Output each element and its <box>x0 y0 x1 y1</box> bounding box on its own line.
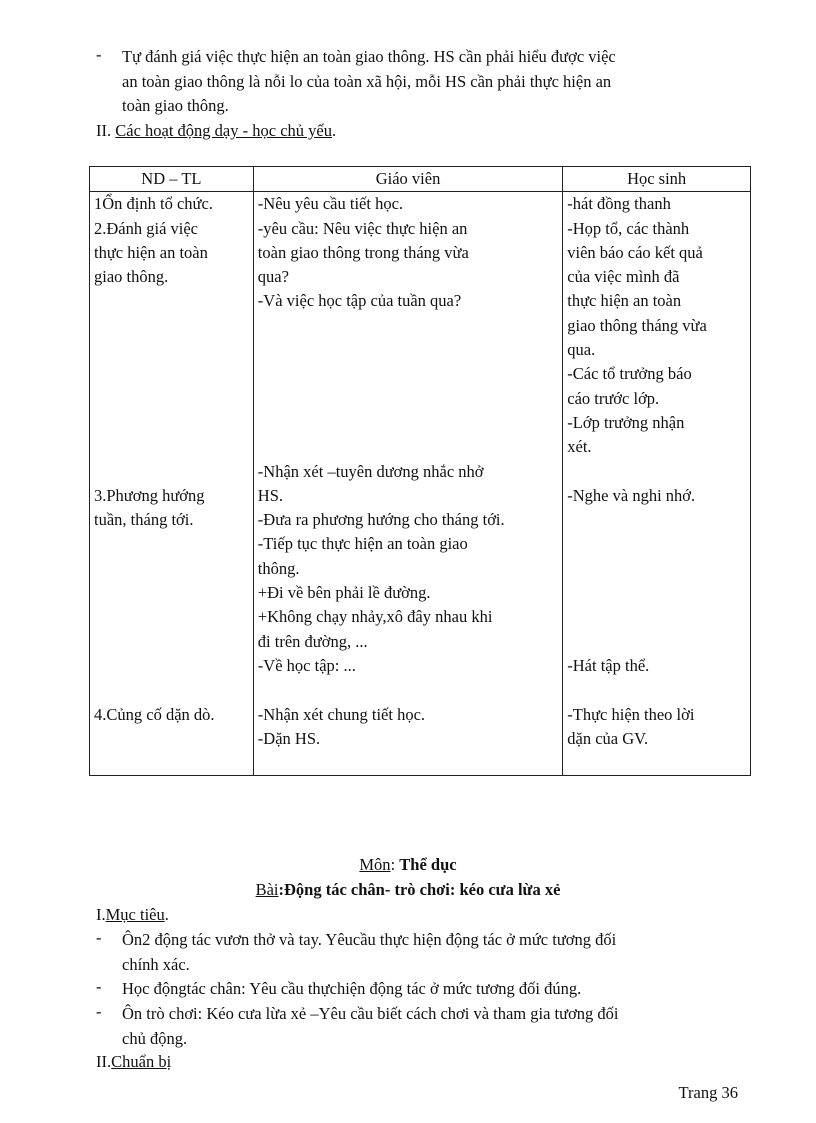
lesson-title <box>0 878 816 902</box>
cell-line: toàn giao thông trong tháng vừa <box>257 242 469 262</box>
cell-line <box>94 727 249 751</box>
cell-line: -Tiếp tục thực hiện an toàn giao <box>257 534 468 554</box>
cell-line <box>258 411 558 435</box>
intro-line-2: an toàn giao thông là nỗi lo của toàn xã hội, mỗi HS cần phải thực hiện an <box>122 71 612 91</box>
cell-line: -yêu cầu: Nêu việc thực hiện an <box>257 218 468 238</box>
goal-line: Học độngtác chân: Yêu cầu thựchiện động tác ở mức tương đối đúng. <box>122 979 582 998</box>
page-number: Trang 36 <box>678 1083 738 1102</box>
goal-bullet <box>96 977 746 1002</box>
subject-value: Thể dục <box>399 855 457 874</box>
cell-line: -Họp tổ, các thành <box>567 218 690 238</box>
cell-line: 1Ổn định tổ chức. <box>94 194 213 214</box>
cell-line <box>94 411 249 435</box>
cell-line <box>94 630 249 654</box>
subject-title <box>0 853 816 877</box>
cell-line: thông. <box>257 558 300 578</box>
lesson-value: :Động tác chân- trò chơi: kéo cưa lừa xẻ <box>278 880 561 899</box>
cell-line: qua. <box>567 340 596 360</box>
intro-bullet <box>96 45 746 119</box>
cell-line: viên báo cáo kết quả <box>567 242 703 262</box>
header-hoc-sinh: Học sinh <box>563 167 751 192</box>
cell-line <box>567 460 746 484</box>
cell-line <box>567 605 746 629</box>
cell-line <box>94 654 249 678</box>
cell-line: -Và việc học tập của tuần qua? <box>257 291 462 311</box>
cell-line <box>567 581 746 605</box>
cell-line: 2.Đánh giá việc <box>94 218 199 238</box>
cell-line <box>94 387 249 411</box>
cell-line <box>258 678 558 702</box>
cell-line: -Nghe và nghi nhớ. <box>567 485 696 505</box>
table-header-row <box>90 167 751 192</box>
section-suffix: . <box>164 905 169 924</box>
goal-line: chính xác. <box>122 954 190 974</box>
bullet-dash: - <box>96 928 102 947</box>
cell-line: -Đưa ra phương hướng cho tháng tới. <box>257 510 505 530</box>
header-nd-tl: ND – TL <box>90 167 254 192</box>
header-giao-vien: Giáo viên <box>253 167 562 192</box>
cell-line: thực hiện an toàn <box>567 291 682 311</box>
section-title: Mục tiêu <box>105 905 165 924</box>
cell-line <box>258 435 558 459</box>
cell-line: -Lớp trưởng nhận <box>567 412 685 432</box>
section-title: Các hoạt động dạy - học chủ yếu <box>115 121 332 140</box>
cell-line: tuần, tháng tới. <box>94 510 194 530</box>
bullet-dash: - <box>96 1002 102 1021</box>
cell-line: đi trên đường, ... <box>257 631 368 651</box>
goal-line: chủ động. <box>122 1028 188 1048</box>
cell-line: 3.Phương hướng <box>94 485 205 505</box>
cell-line <box>94 289 249 313</box>
cell-line: thực hiện an toàn <box>94 242 208 262</box>
cell-line: +Không chạy nhảy,xô đây nhau khi <box>257 607 493 627</box>
content-column <box>90 192 254 776</box>
section-title: Chuẩn bị <box>111 1052 172 1071</box>
cell-line: qua? <box>257 267 289 287</box>
goal-line: Ôn2 động tác vươn thở và tay. Yêucầu thực hiện động tác ở mức tương đối <box>122 930 617 949</box>
teacher-column <box>253 192 562 776</box>
cell-line: 4.Củng cố dặn dò. <box>94 704 215 724</box>
cell-line <box>567 532 746 556</box>
cell-line: -Nhận xét chung tiết học. <box>257 704 426 724</box>
cell-line: -Nhận xét –tuyên dương nhắc nhở <box>257 461 484 481</box>
cell-line <box>94 605 249 629</box>
cell-line <box>567 678 746 702</box>
section-prefix: II. <box>96 121 116 140</box>
cell-line: của việc mình đã <box>567 267 680 287</box>
cell-line: -hát đồng thanh <box>567 194 671 214</box>
section-heading-objectives <box>96 903 169 928</box>
section-suffix: . <box>331 121 337 140</box>
section-prefix: II. <box>96 1052 112 1071</box>
cell-line <box>567 508 746 532</box>
cell-line <box>258 338 558 362</box>
cell-line <box>258 314 558 338</box>
cell-line <box>94 532 249 556</box>
cell-line <box>94 362 249 386</box>
bullet-dash: - <box>96 45 102 64</box>
section-heading-preparation <box>96 1050 171 1075</box>
cell-line: -Dặn HS. <box>257 728 321 748</box>
bullet-dash: - <box>96 977 102 996</box>
cell-line <box>94 581 249 605</box>
goal-bullet <box>96 1002 746 1051</box>
cell-line <box>567 557 746 581</box>
subject-label: Môn <box>359 855 391 874</box>
cell-line: HS. <box>257 485 284 505</box>
cell-line: -Hát tập thể. <box>567 655 650 675</box>
cell-line: cáo trước lớp. <box>567 388 660 408</box>
cell-line: giao thông. <box>94 267 169 287</box>
cell-line: dặn của GV. <box>567 728 649 748</box>
student-column <box>563 192 751 776</box>
cell-line <box>94 751 249 775</box>
table-row <box>90 192 751 776</box>
cell-line <box>258 362 558 386</box>
subject-sep: : <box>390 855 400 874</box>
cell-line: -Các tổ trưởng báo <box>567 364 692 384</box>
cell-line: xét. <box>567 437 592 457</box>
cell-line: -Thực hiện theo lời <box>567 704 695 724</box>
cell-line <box>94 460 249 484</box>
intro-line-1: Tự đánh giá việc thực hiện an toàn giao thông. HS cần phải hiểu được việc <box>122 47 616 66</box>
cell-line <box>567 630 746 654</box>
cell-line <box>94 435 249 459</box>
goal-line: Ôn trò chơi: Kéo cưa lừa xẻ –Yêu cầu biết cách chơi và tham gia tương đối <box>122 1004 619 1023</box>
cell-line <box>94 314 249 338</box>
cell-line <box>94 557 249 581</box>
cell-line: -Về học tập: ... <box>257 655 356 675</box>
intro-line-3: toàn giao thông. <box>122 96 229 115</box>
lesson-label: Bài <box>255 880 279 899</box>
cell-line: giao thông tháng vừa <box>567 315 707 335</box>
cell-line <box>258 387 558 411</box>
section-heading-activities <box>96 119 336 144</box>
lesson-plan-table <box>89 166 751 776</box>
cell-line <box>94 678 249 702</box>
cell-line <box>94 338 249 362</box>
section-prefix: I. <box>96 905 106 924</box>
cell-line: +Đi về bên phải lề đường. <box>257 583 431 603</box>
cell-line: -Nêu yêu cầu tiết học. <box>257 194 404 214</box>
goal-bullet <box>96 928 746 977</box>
